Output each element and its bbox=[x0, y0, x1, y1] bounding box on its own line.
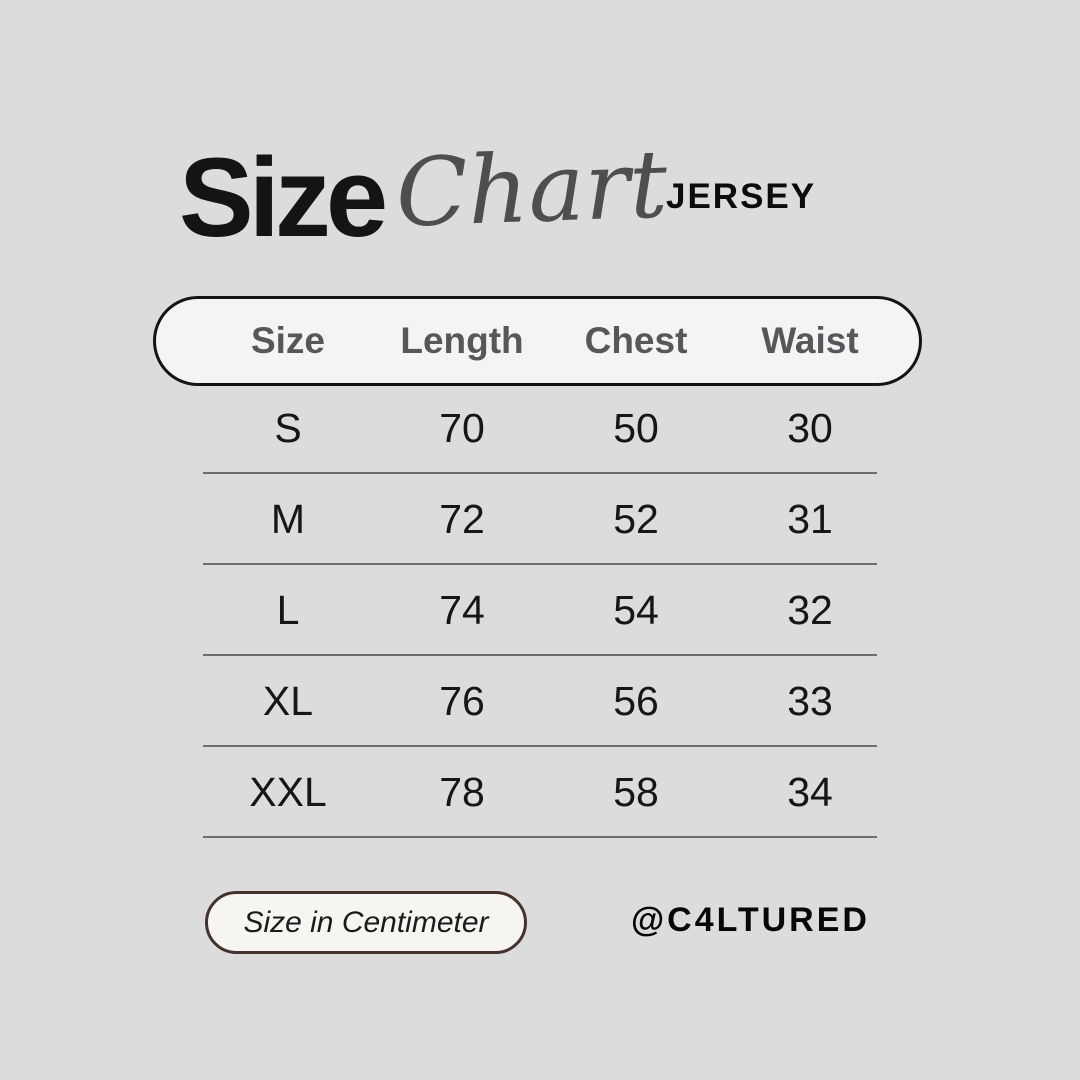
column-header-length: Length bbox=[400, 320, 524, 361]
cell-length: 78 bbox=[439, 769, 485, 815]
page-title-script: Chart bbox=[394, 130, 670, 249]
product-category-label: JERSEY bbox=[666, 177, 817, 216]
unit-badge bbox=[205, 891, 527, 954]
cell-size: XXL bbox=[249, 769, 327, 815]
cell-length: 70 bbox=[439, 405, 485, 451]
table-row bbox=[0, 383, 1080, 474]
cell-size: L bbox=[276, 587, 300, 633]
brand-handle: @C4LTURED bbox=[631, 901, 870, 939]
table-row bbox=[0, 747, 1080, 838]
cell-chest: 50 bbox=[613, 405, 659, 451]
column-header-size: Size bbox=[250, 320, 326, 361]
table-row bbox=[0, 656, 1080, 747]
page-title-primary: Size bbox=[179, 135, 384, 260]
cell-waist: 32 bbox=[787, 587, 833, 633]
cell-size: XL bbox=[262, 678, 314, 724]
cell-size: S bbox=[274, 405, 302, 451]
cell-length: 76 bbox=[439, 678, 485, 724]
cell-chest: 52 bbox=[613, 496, 659, 542]
column-header-waist: Waist bbox=[761, 320, 859, 361]
table-header-row bbox=[201, 296, 897, 386]
cell-chest: 54 bbox=[613, 587, 659, 633]
cell-size: M bbox=[270, 496, 306, 542]
cell-waist: 33 bbox=[787, 678, 833, 724]
table-body bbox=[0, 383, 1080, 838]
cell-waist: 31 bbox=[787, 496, 833, 542]
cell-chest: 56 bbox=[613, 678, 659, 724]
unit-badge-label: Size in Centimeter bbox=[243, 905, 489, 939]
cell-waist: 34 bbox=[787, 769, 833, 815]
cell-length: 72 bbox=[439, 496, 485, 542]
column-header-chest: Chest bbox=[584, 320, 688, 361]
cell-chest: 58 bbox=[613, 769, 659, 815]
table-row bbox=[0, 565, 1080, 656]
cell-length: 74 bbox=[439, 587, 485, 633]
table-row bbox=[0, 474, 1080, 565]
row-divider bbox=[203, 836, 877, 838]
cell-waist: 30 bbox=[787, 405, 833, 451]
